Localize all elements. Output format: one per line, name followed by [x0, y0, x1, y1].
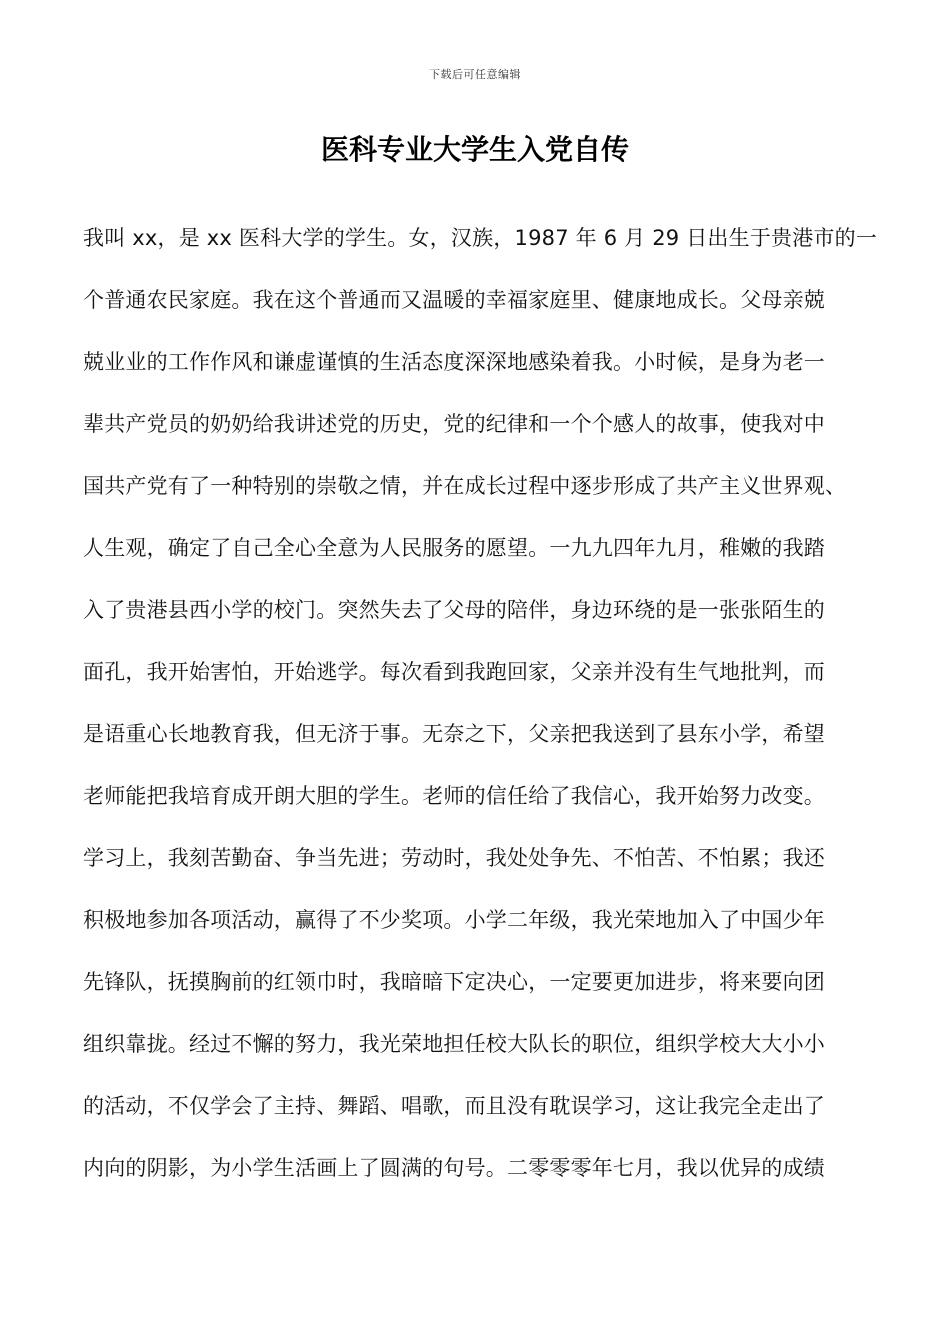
body-line: 面孔，我开始害怕，开始逃学。每次看到我跑回家，父亲并没有生气地批判，而 — [83, 660, 825, 684]
body-line: 兢业业的工作作风和谦虚谨慎的生活态度深深地感染着我。小时候，是身为老一 — [83, 350, 825, 374]
body-line: 先锋队，抚摸胸前的红领巾时，我暗暗下定决心，一定要更加进步，将来要向团 — [83, 970, 825, 994]
body-line: 组织靠拢。经过不懈的努力，我光荣地担任校大队长的职位，组织学校大大小小 — [83, 1032, 825, 1056]
body-line: 的活动，不仅学会了主持、舞蹈、唱歌，而且没有耽误学习，这让我完全走出了 — [83, 1094, 825, 1118]
body-text — [83, 222, 878, 1214]
body-line: 老师能把我培育成开朗大胆的学生。老师的信任给了我信心，我开始努力改变。 — [83, 784, 825, 808]
body-line: 个普通农民家庭。我在这个普通而又温暖的幸福家庭里、健康地成长。父母亲兢 — [83, 288, 825, 312]
body-line: 内向的阴影，为小学生活画上了圆满的句号。二零零零年七月，我以优异的成绩 — [83, 1156, 825, 1180]
body-line: 国共产党有了一种特别的崇敬之情，并在成长过程中逐步形成了共产主义世界观、 — [83, 474, 847, 498]
document-title: 医科专业大学生入党自传 — [320, 133, 629, 166]
body-line: 辈共产党员的奶奶给我讲述党的历史，党的纪律和一个个感人的故事，使我对中 — [83, 412, 825, 436]
header-note: 下载后可任意编辑 — [429, 68, 521, 81]
body-line: 我叫 xx，是 xx 医科大学的学生。女，汉族，1987 年 6 月 29 日出生于贵港市的一 — [83, 226, 878, 250]
body-line: 学习上，我刻苦勤奋、争当先进；劳动时，我处处争先、不怕苦、不怕累；我还 — [83, 846, 825, 870]
body-line: 积极地参加各项活动，赢得了不少奖项。小学二年级，我光荣地加入了中国少年 — [83, 908, 825, 932]
body-line: 人生观，确定了自己全心全意为人民服务的愿望。一九九四年九月，稚嫩的我踏 — [83, 536, 825, 560]
body-line: 是语重心长地教育我，但无济于事。无奈之下，父亲把我送到了县东小学，希望 — [83, 722, 825, 746]
body-line: 入了贵港县西小学的校门。突然失去了父母的陪伴，身边环绕的是一张张陌生的 — [83, 598, 825, 622]
